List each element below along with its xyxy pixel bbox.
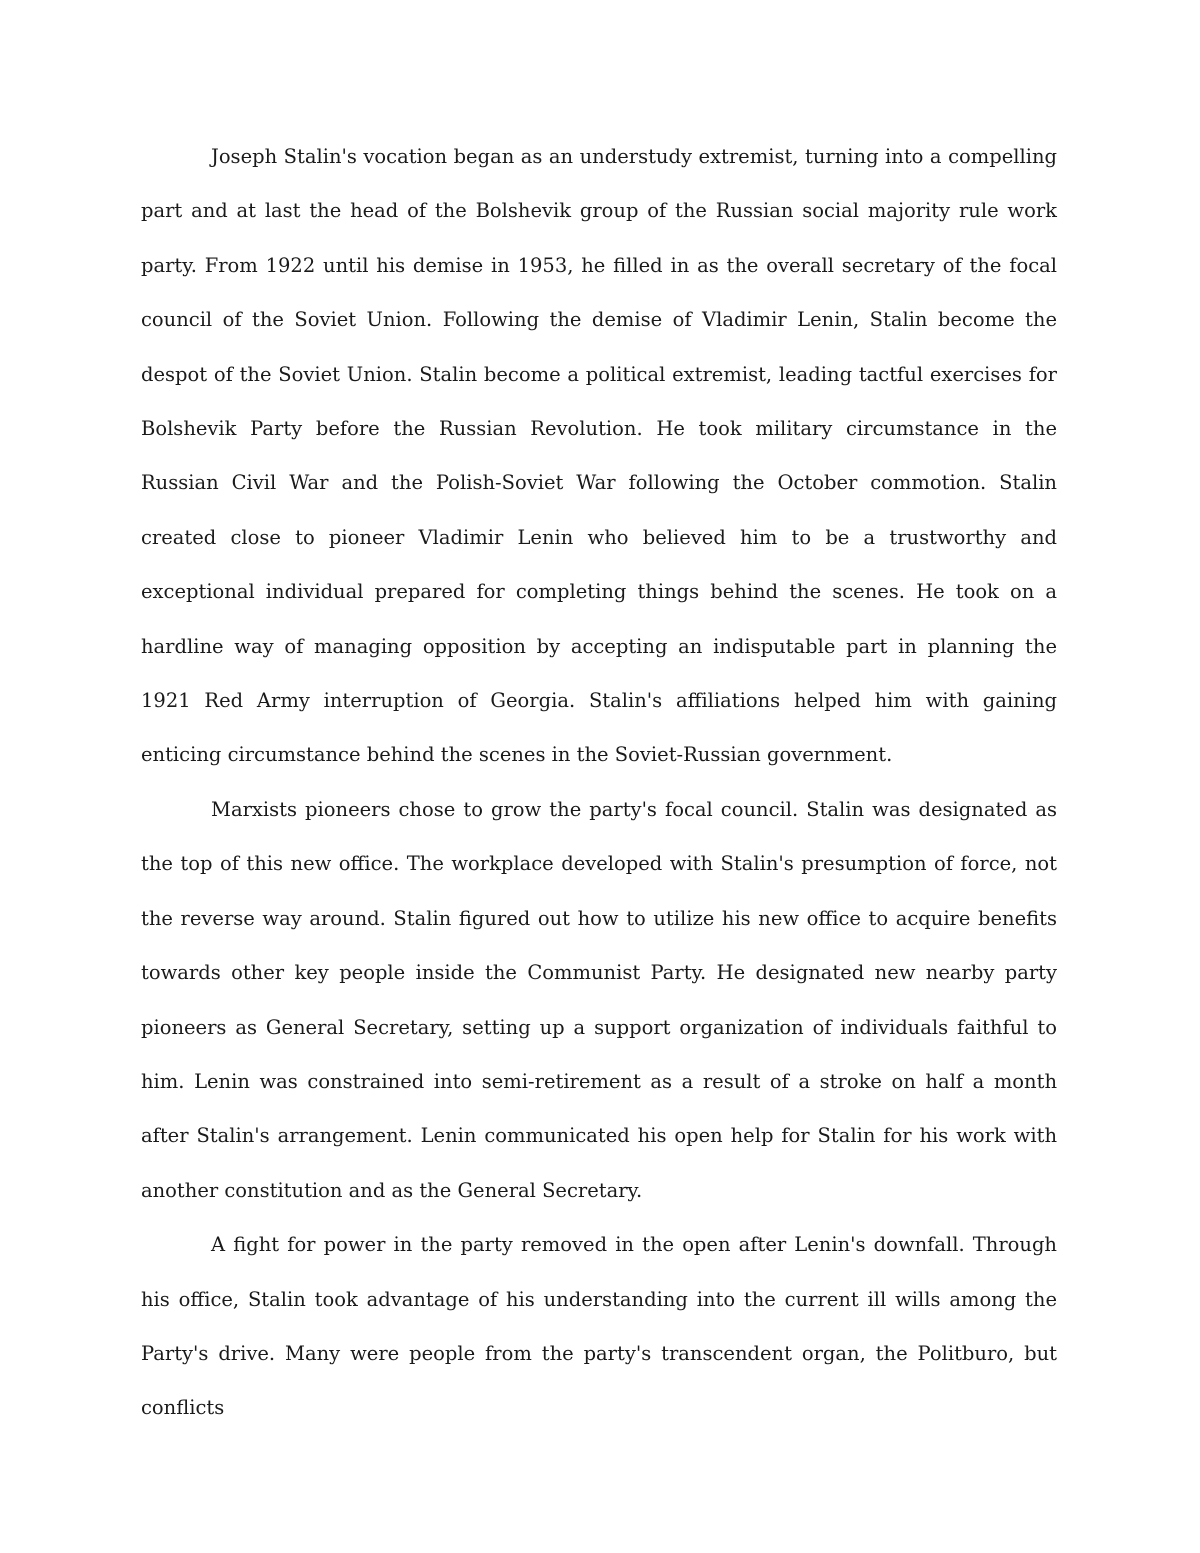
paragraph-2: Marxists pioneers chose to grow the party's focal council. Stalin was designated as the top of this new office. The workplace developed with Stalin's presumption of force, not the reverse way around. Stalin figured out how to utilize his new office to acquire benefits towards other key people inside the Communist Party. He designated new nearby party pioneers as General Secretary, setting up a support organization of individuals faithful to him. Lenin was constrained into semi-retirement as a result of a stroke on half a month after Stalin's arrangement. Lenin communicated his open help for Stalin for his work with another constitution and as the General Secretary. bbox=[141, 797, 1057, 1202]
paragraph-3: A fight for power in the party removed in the open after Lenin's downfall. Through his office, Stalin took advantage of his understanding into the current ill wills among the Party's drive. Many were people from the party's transcendent organ, the Politburo, but conflicts bbox=[141, 1233, 1057, 1420]
document-body bbox=[141, 130, 1057, 1436]
paragraph-1: Joseph Stalin's vocation began as an understudy extremist, turning into a compelling part and at last the head of the Bolshevik group of the Russian social majority rule work party. From 1922 until his demise in 1953, he filled in as the overall secretary of the focal council of the Soviet Union. Following the demise of Vladimir Lenin, Stalin become the despot of the Soviet Union. Stalin become a political extremist, leading tactful exercises for Bolshevik Party before the Russian Revolution. He took military circumstance in the Russian Civil War and the Polish-Soviet War following the October commotion. Stalin created close to pioneer Vladimir Lenin who believed him to be a trustworthy and exceptional individual prepared for completing things behind the scenes. He took on a hardline way of managing opposition by accepting an indisputable part in planning the 1921 Red Army interruption of Georgia. Stalin's affiliations helped him with gaining enticing circumstance behind the scenes in the Soviet-Russian government. bbox=[141, 145, 1057, 767]
